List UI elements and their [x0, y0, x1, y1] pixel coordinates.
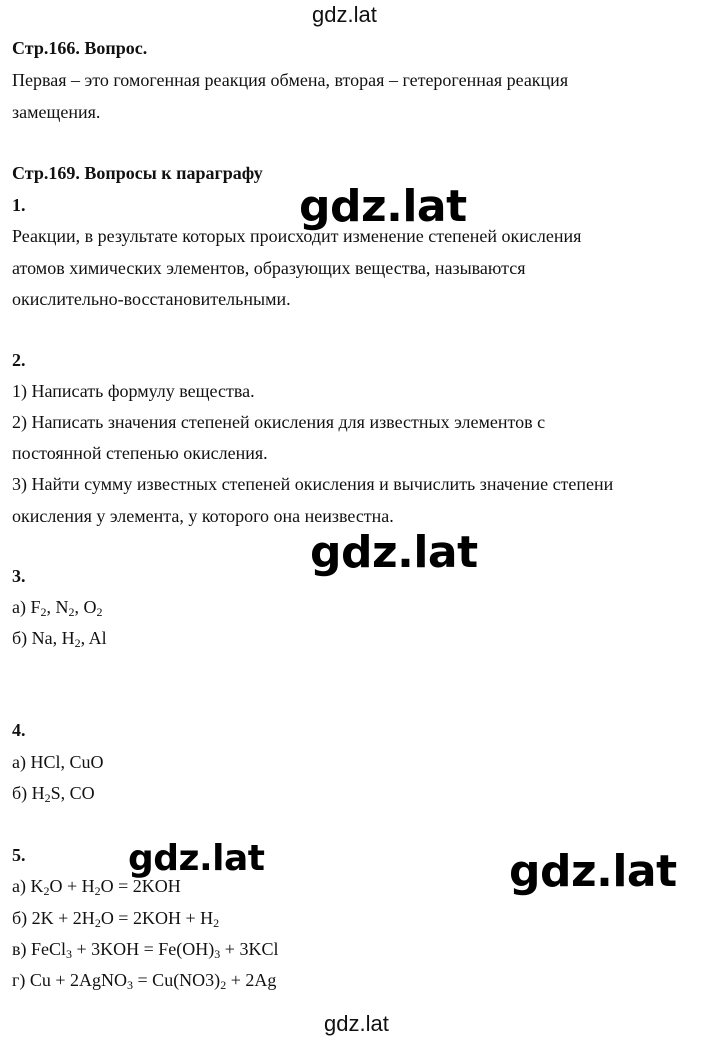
question-2-line3: постоянной степенью окисления. — [12, 443, 268, 463]
question-1-line3: окислительно-восстановительными. — [12, 289, 291, 309]
watermark-large-1: gdz.lat — [299, 181, 467, 232]
question-4-answer-a: а) HCl, CuO — [12, 752, 104, 772]
question-1-line2: атомов химических элементов, образующих вещества, называются — [12, 258, 526, 278]
question-5-answer-a: а) $K_2O + H_2O = 2KOH$ — [12, 876, 181, 898]
question-1-number: 1. — [12, 195, 26, 215]
question-3-answer-a: а) $F_2$, $N_2$, $O_2$ — [12, 597, 103, 619]
question-2-number: 2. — [12, 350, 26, 370]
watermark-large-4: gdz.lat — [509, 846, 677, 897]
watermark-bottom: gdz.lat — [324, 1011, 389, 1036]
answer-p166-line2: замещения. — [12, 102, 101, 122]
question-2-line5: окисления у элемента, у которого она неизвестна. — [12, 506, 394, 526]
question-4-number: 4. — [12, 720, 26, 740]
question-5-answer-d: г) Cu + 2AgNO$_3$ = $Cu(NO3)_2 + 2Ag$ — [12, 970, 277, 992]
question-1-line1: Реакции, в результате которых происходит изменение степеней окисления — [12, 226, 582, 246]
question-2-line4: 3) Найти сумму известных степеней окисления и вычислить значение степени — [12, 474, 614, 494]
answer-p166-line1: Первая – это гомогенная реакция обмена, вторая – гетерогенная реакция — [12, 70, 569, 90]
section-heading-p169: Стр.169. Вопросы к параграфу — [12, 163, 263, 183]
watermark-large-2: gdz.lat — [310, 527, 478, 578]
question-4-answer-b: б) $H_2S$, CO — [12, 783, 95, 805]
watermark-top: gdz.lat — [312, 2, 377, 27]
section-heading-p166: Стр.166. Вопрос. — [12, 38, 148, 58]
question-2-line2: 2) Написать значения степеней окисления для известных элементов с — [12, 412, 546, 432]
watermark-large-3: gdz.lat — [128, 838, 265, 879]
question-3-number: 3. — [12, 566, 26, 586]
question-5-answer-c: в) FeCl$_3$ + $3KOH = Fe(OH)_3 + 3KCl$ — [12, 939, 279, 961]
question-3-answer-b: б) Na, $H_2$, Al — [12, 628, 107, 650]
question-5-answer-b: б) $2K + 2H_2O = 2KOH + H_2$ — [12, 908, 220, 930]
question-2-line1: 1) Написать формулу вещества. — [12, 381, 255, 401]
question-5-number: 5. — [12, 845, 26, 865]
